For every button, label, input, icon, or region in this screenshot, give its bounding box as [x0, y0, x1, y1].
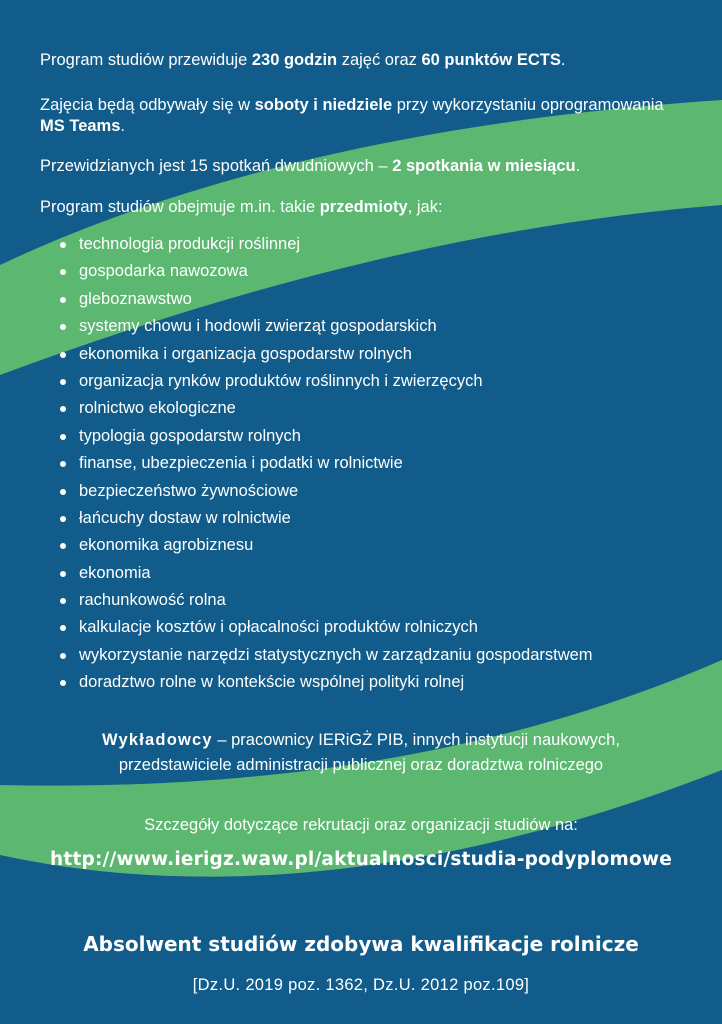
hours-highlight: 230 godzin [251, 51, 338, 69]
list-item-label: bezpieczeństwo żywnościowe [79, 481, 299, 500]
list-item [58, 669, 708, 696]
list-item [58, 560, 708, 587]
subjects-highlight: przedmioty [319, 198, 408, 216]
recruitment-text: Szczegóły dotyczące rekrutacji oraz organizacji studiów na: [144, 816, 578, 834]
bullet-icon [60, 242, 66, 248]
bullet-icon [60, 269, 66, 275]
list-item [58, 505, 708, 532]
text: Program studiów przewiduje [40, 51, 252, 69]
list-item-label: ekonomika agrobiznesu [79, 536, 254, 555]
list-item [58, 423, 708, 450]
bullet-icon [60, 406, 66, 412]
bullet-icon [60, 543, 66, 549]
list-item [58, 313, 708, 340]
list-item-label: systemy chowu i hodowli zwierząt gospodarskich [79, 317, 437, 336]
lecturers-line-2: przedstawiciele administracji publicznej oraz doradztwa rolniczego [118, 756, 604, 774]
list-item-label: doradztwo rolne w kontekście wspólnej polityki rolnej [79, 673, 465, 692]
list-item-label: typologia gospodarstw rolnych [79, 426, 301, 445]
list-item-label: rolnictwo ekologiczne [79, 399, 236, 418]
list-item-label: łańcuchy dostaw w rolnictwie [79, 508, 291, 527]
text: . [575, 157, 581, 175]
list-item-label: rachunkowość rolna [79, 591, 226, 610]
list-item-label: technologia produkcji roślinnej [79, 235, 301, 253]
bullet-icon [60, 352, 66, 358]
subjects-list [58, 231, 708, 697]
qualification-headline: Absolwent studiów zdobywa kwalifikacje rolnicze [83, 932, 639, 956]
schedule-paragraph [40, 95, 690, 137]
list-item [58, 587, 708, 614]
text: zajęć oraz [337, 51, 422, 69]
text: Zajęcia będą odbywały się w [40, 96, 255, 114]
days-highlight: soboty i niedziele [254, 96, 393, 114]
list-item [58, 642, 708, 669]
list-item-label: kalkulacje kosztów i opłacalności produktów rolniczych [79, 618, 478, 637]
text: . [560, 51, 566, 69]
list-item [58, 395, 708, 422]
bullet-icon [60, 625, 66, 631]
hours-ects-paragraph [40, 50, 690, 71]
list-item [58, 231, 708, 258]
list-item-label: gospodarka nawozowa [79, 262, 248, 281]
list-item-label: ekonomika i organizacja gospodarstw rolnych [79, 344, 412, 363]
list-item [58, 286, 708, 313]
text: Przewidzianych jest 15 spotkań dwudniowych – [40, 157, 393, 175]
list-item [58, 368, 708, 395]
bullet-icon [60, 434, 66, 440]
bullet-icon [60, 680, 66, 686]
bullet-icon [60, 516, 66, 522]
bullet-icon [60, 653, 66, 659]
list-item-label: gleboznawstwo [79, 289, 192, 308]
bullet-icon [60, 379, 66, 385]
list-item-label: organizacja rynków produktów roślinnych i zwierzęcych [79, 371, 483, 390]
bullet-icon [60, 461, 66, 467]
text: – pracownicy IERiGŻ PIB, innych instytucji naukowych, [212, 731, 620, 749]
list-item [58, 614, 708, 641]
text: Program studiów obejmuje m.in. takie [40, 198, 320, 216]
lecturers-line-1 [0, 728, 722, 752]
list-item-label: ekonomia [79, 563, 151, 582]
lecturers-label: Wykładowcy [102, 731, 213, 749]
bullet-icon [60, 571, 66, 577]
list-item-label: wykorzystanie narzędzi statystycznych w zarządzaniu gospodarstwem [79, 645, 593, 664]
bullet-icon [60, 598, 66, 604]
list-item [58, 341, 708, 368]
legal-citation: [Dz.U. 2019 poz. 1362, Dz.U. 2012 poz.109] [192, 976, 530, 994]
bullet-icon [60, 489, 66, 495]
meetings-highlight: 2 spotkania w miesiącu [392, 157, 576, 175]
subjects-intro-paragraph [40, 197, 690, 218]
text: przy wykorzystaniu oprogramowania [392, 96, 664, 114]
list-item [58, 478, 708, 505]
meetings-paragraph [40, 156, 690, 177]
text: . [120, 117, 125, 135]
list-item [58, 450, 708, 477]
text: , jak: [407, 198, 443, 216]
list-item [58, 258, 708, 285]
bullet-icon [60, 297, 66, 303]
list-item [58, 532, 708, 559]
software-highlight: MS Teams [40, 117, 121, 135]
bullet-icon [60, 324, 66, 330]
list-item-label: finanse, ubezpieczenia i podatki w rolnictwie [79, 454, 403, 473]
studies-url-link[interactable]: http://www.ierigz.waw.pl/aktualnosci/studia-podyplomowe [50, 849, 672, 870]
ects-highlight: 60 punktów ECTS [421, 51, 561, 69]
